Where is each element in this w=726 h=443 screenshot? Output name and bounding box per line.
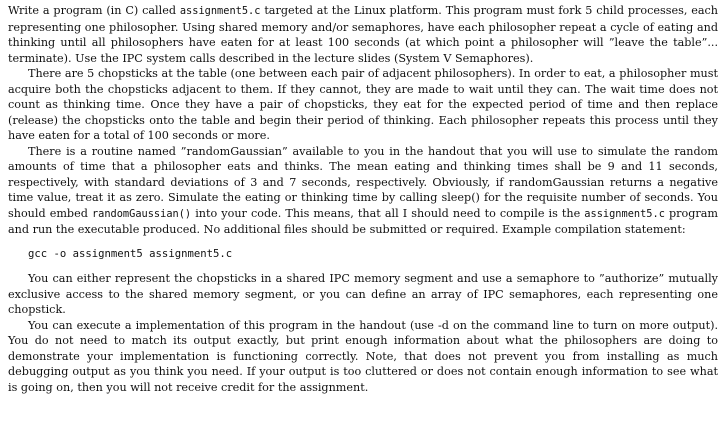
- inline-code-filename: assignment5.c: [179, 5, 261, 17]
- inline-code-filename-2: assignment5.c: [584, 207, 665, 220]
- gaussian-text-start: There is a routine named ”randomGaussian” available to you in the handout that you will use to simulate the random amounts of time that a philosopher eats and thinks. The mean eating and thinking times shall be 9 and 11 seconds, respectively, with standard deviations of 3 and 7 seconds, respectively. Obviously, if randomGaussian returns a negative time value, treat it as zero. Simulate the eating or thinking time by calling sleep() for the requisite number of seconds. You should embed: [8, 144, 718, 220]
- paragraph-random-gaussian: [8, 144, 718, 238]
- intro-text-start: Write a program (in C) called: [8, 4, 180, 17]
- paragraph-intro: [8, 3, 718, 66]
- intro-text-rest: targeted at the Linux platform. This program must fork 5 child processes, each representing one philosopher. Using shared memory and/or semaphores, have each philosopher repeat a cycle of eating and thinking until all philosophers have eaten for at least 100 seconds (at which point a philosopher will ”leave the table”... terminate). Use the IPC system calls described in the lecture slides (System V Semaphores).: [8, 4, 718, 65]
- gaussian-text-end: program and run the executable produced. No additional files should be submitted or required. Example compilation statement:: [8, 206, 718, 236]
- paragraph-output-requirements: You can execute a implementation of this program in the handout (use -d on the command line to turn on more output). You do not need to match its output exactly, but print enough information about what the philosophers are doing to demonstrate your implementation is functioning correctly. Note, that does not prevent you from installing as much debugging output as you think you need. If your output is too cluttered or does not contain enough information to see what is going on, then you will not receive credit for the assignment.: [8, 318, 718, 394]
- inline-code-function: randomGaussian(): [91, 207, 192, 220]
- paragraph-ipc-options: You can either represent the chopsticks in a shared IPC memory segment and use a semaphore to ”authorize” mutually exclusive access to the shared memory segment, or you can define an array of IPC semaphores, each representing one chopstick.: [8, 272, 718, 316]
- gaussian-text-middle: into your code. This means, that all I should need to compile is the: [191, 206, 585, 220]
- paragraph-chopsticks: There are 5 chopsticks at the table (one between each pair of adjacent philosophers). In order to eat, a philosopher must acquire both the chopsticks adjacent to them. If they cannot, they are made to wait until they can. The wait time does not count as thinking time. Once they have a pair of chopsticks, they eat for the expected period of time and then replace (release) the chopsticks onto the table and begin their period of thinking. Each philosopher repeats this process until they have eaten for a total of 100 seconds or more.: [8, 67, 718, 142]
- compile-command-block: gcc -o assignment5 assignment5.c: [28, 247, 233, 260]
